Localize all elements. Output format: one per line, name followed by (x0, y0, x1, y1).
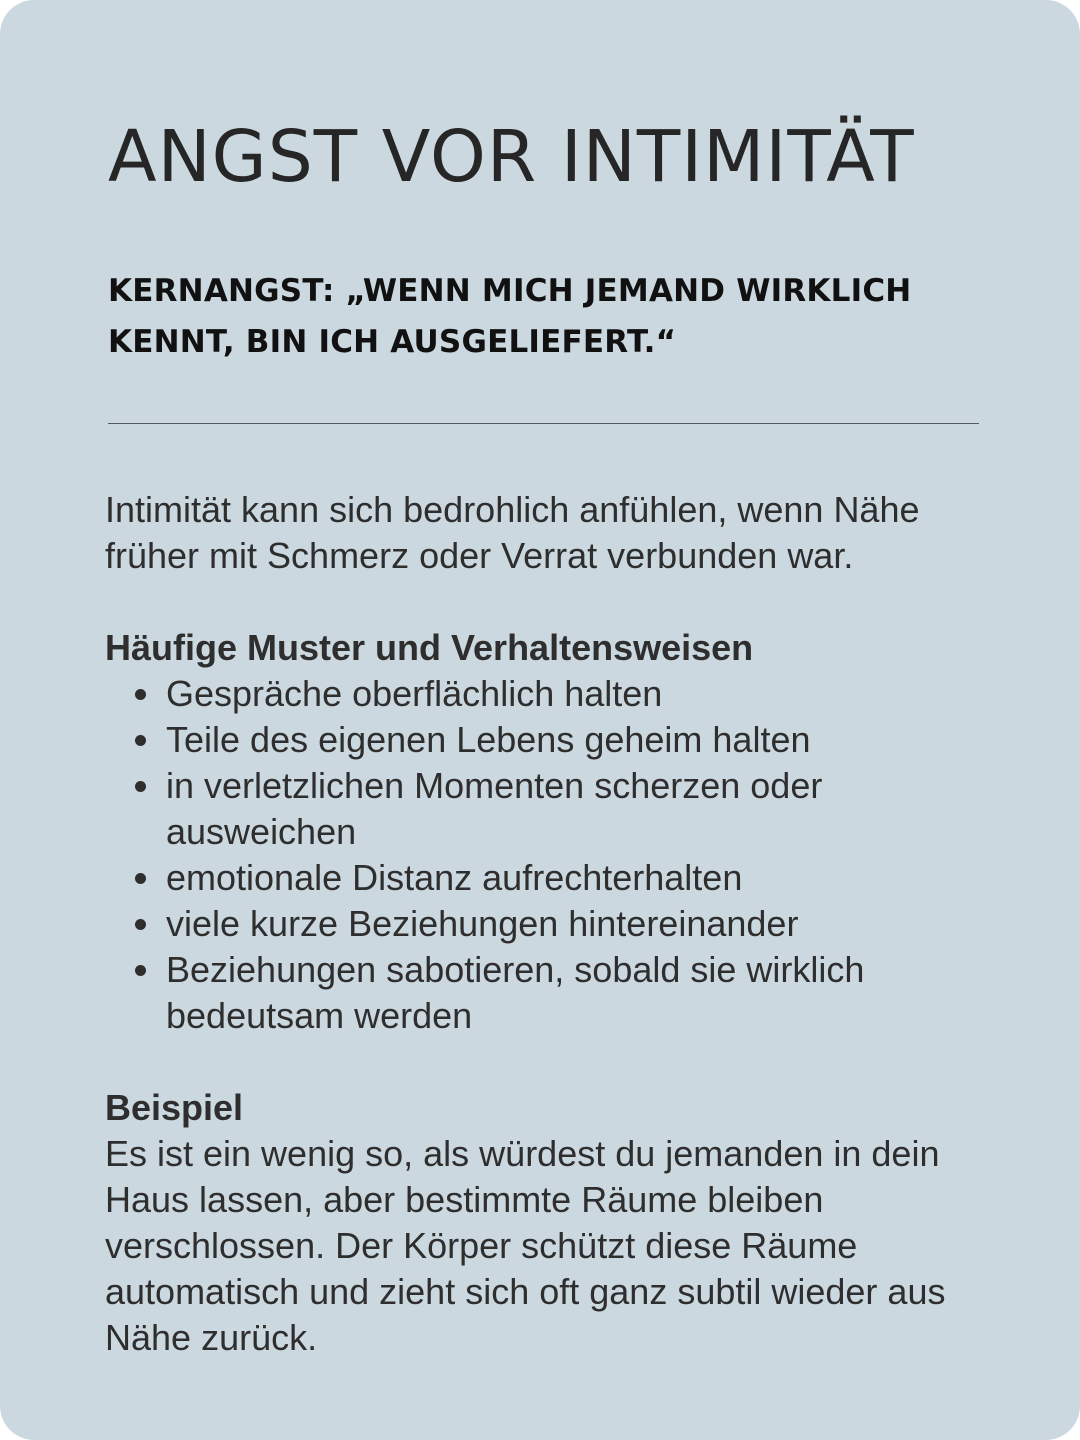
patterns-list (105, 671, 1005, 1039)
card-body (105, 487, 1005, 1361)
list-item (105, 855, 966, 901)
core-fear-subtitle: KERNANGST: „WENN MICH JEMAND WIRKLICH KENNT, BIN ICH AUSGELIEFERT.“ (108, 273, 912, 360)
spacer (105, 579, 1005, 625)
bullet-icon (135, 873, 146, 884)
list-item-text: Teile des eigenen Lebens geheim halten (166, 719, 811, 760)
list-item (105, 717, 966, 763)
page-title: ANGST VOR INTIMITÄT (108, 115, 915, 198)
bullet-icon (135, 735, 146, 746)
bullet-icon (135, 919, 146, 930)
bullet-icon (135, 965, 146, 976)
list-item-text: Gespräche oberflächlich halten (166, 673, 663, 714)
list-item-text: in verletzlichen Momenten scherzen oder ausweichen (166, 765, 823, 852)
divider (108, 423, 979, 424)
list-item (105, 671, 966, 717)
patterns-heading: Häufige Muster und Verhaltensweisen (105, 627, 754, 668)
list-item-text: Beziehungen sabotieren, sobald sie wirklich bedeutsam werden (166, 949, 865, 1036)
list-item (105, 947, 966, 1039)
list-item (105, 901, 966, 947)
example-paragraph: Es ist ein wenig so, als würdest du jemanden in dein Haus lassen, aber bestimmte Räume bleiben verschlossen. Der Körper schützt diese Räume automatisch und zieht sich oft ganz subtil wieder aus Nähe zurück. (105, 1133, 946, 1358)
bullet-icon (135, 781, 146, 792)
spacer (105, 1039, 1005, 1085)
bullet-icon (135, 689, 146, 700)
list-item-text: emotionale Distanz aufrechterhalten (166, 857, 743, 898)
list-item-text: viele kurze Beziehungen hintereinander (166, 903, 799, 944)
intro-paragraph: Intimität kann sich bedrohlich anfühlen, wenn Nähe früher mit Schmerz oder Verrat verbunden war. (105, 489, 920, 576)
example-heading: Beispiel (105, 1087, 244, 1128)
list-item (105, 763, 966, 855)
